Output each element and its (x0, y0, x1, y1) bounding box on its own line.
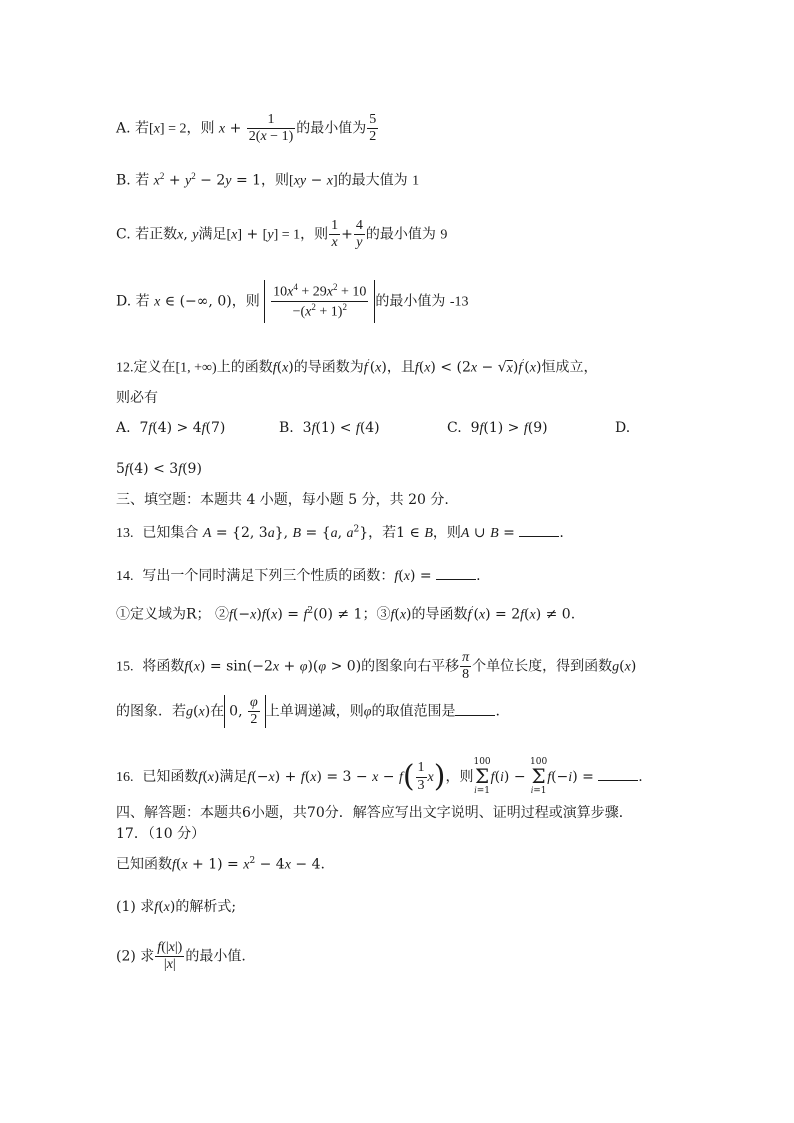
q16: 16. 已知函数f(x)满足f(−x) + f(x) = 3 − x − f( $\frac{1}{3}$ x)，则100 Σ i=1f(i) − 100 Σ i=1f(−i) = . (116, 757, 643, 796)
answer-blank[interactable] (455, 703, 495, 716)
q17-part1: (1) 求f(x)的解析式; (116, 899, 237, 915)
q15-line2: 的图象．若g(x)在 0, $\frac{\varphi}{2}$ 上单调递减，则φ的取值范围是 . (116, 695, 500, 728)
q14-conditions: ①定义域为R； ②f(−x)f(x) = $f^2(0) \ne 1$；③f(x)的导函数f′(x) = 2f(x) ≠ 0. (116, 606, 576, 623)
q11-option-b: B. 若 $x^2 + y^2 - 2y = 1$，则[xy − x]的最大值为 1 (116, 171, 420, 189)
q13: 13. 已知集合 A = {2, 3a}, B = {a, $a^2$}，若1 ∈ B，则A ∪ B = . (116, 524, 564, 541)
q17-part2: (2) 求 $\frac{f(|x|)}{|x|}$ 的最小值. (116, 940, 246, 973)
q17-stem: 已知函数$f(x + 1) = x^2 - 4x - 4$. (116, 856, 325, 873)
q17-header: 17．（10 分） (116, 826, 206, 842)
q12-option-d-text: 5f(4) < 3f(9) (116, 461, 202, 477)
q12-options: A. 7f(4) > 4f(7) B. 3f(1) < f(4) C. 9f(1) > f(9) D. (116, 420, 631, 436)
q11-option-c: C. 若正数x, y满足[x] + [y] = 1，则 $\frac{1}{x}$ + $\frac{4}{y}$ 的最小值为 9 (116, 218, 448, 251)
fraction: $\frac{1}{2(x - 1)}$ (248, 112, 294, 145)
fraction: $\frac{\pi}{8}$ (462, 650, 470, 683)
answer-blank[interactable] (436, 567, 476, 580)
section-3-heading: 三、填空题：本题共 4 小题，每小题 5 分，共 20 分. (116, 492, 449, 508)
q11-option-a: A. 若[x] = 2，则 x + $\frac{1}{2(x - 1)}$ 的最小值为 $\frac{5}{2}$ (116, 112, 377, 145)
q11-option-d: D. 若 x ∈ (−∞, 0)，则 $\frac{10x^4 + 29x^2 + 10}{-(x^2 + 1)^2}$ 的最小值为 -13 (116, 280, 469, 323)
fraction: $\frac{1}{x}$ (331, 218, 339, 251)
answer-blank[interactable] (598, 768, 638, 781)
q14: 14. 写出一个同时满足下列三个性质的函数：f(x) = . (116, 568, 481, 584)
floor-bracket: $\frac{10x^4 + 29x^2 + 10}{-(x^2 + 1)^2}$ (264, 280, 375, 323)
fraction: $\frac{4}{y}$ (355, 218, 363, 251)
q12-stem-line2: 则必有 (116, 390, 158, 406)
fraction: $\frac{5}{2}$ (369, 112, 377, 145)
answer-blank[interactable] (519, 524, 559, 537)
section-4-heading: 四、解答题：本题共6小题，共70分．解答应写出文字说明、证明过程或演算步骤． (116, 805, 633, 821)
q15-line1: 15. 将函数f(x) = sin(−2x + φ)(φ > 0)的图象向右平移 $\frac{\pi}{8}$ 个单位长度，得到函数g(x) (116, 650, 637, 683)
q12-stem: 12.定义在[1, +∞)上的函数f(x)的导函数为f′(x)，且f(x) < (2x − √x)f′(x)恒成立， (116, 359, 598, 376)
